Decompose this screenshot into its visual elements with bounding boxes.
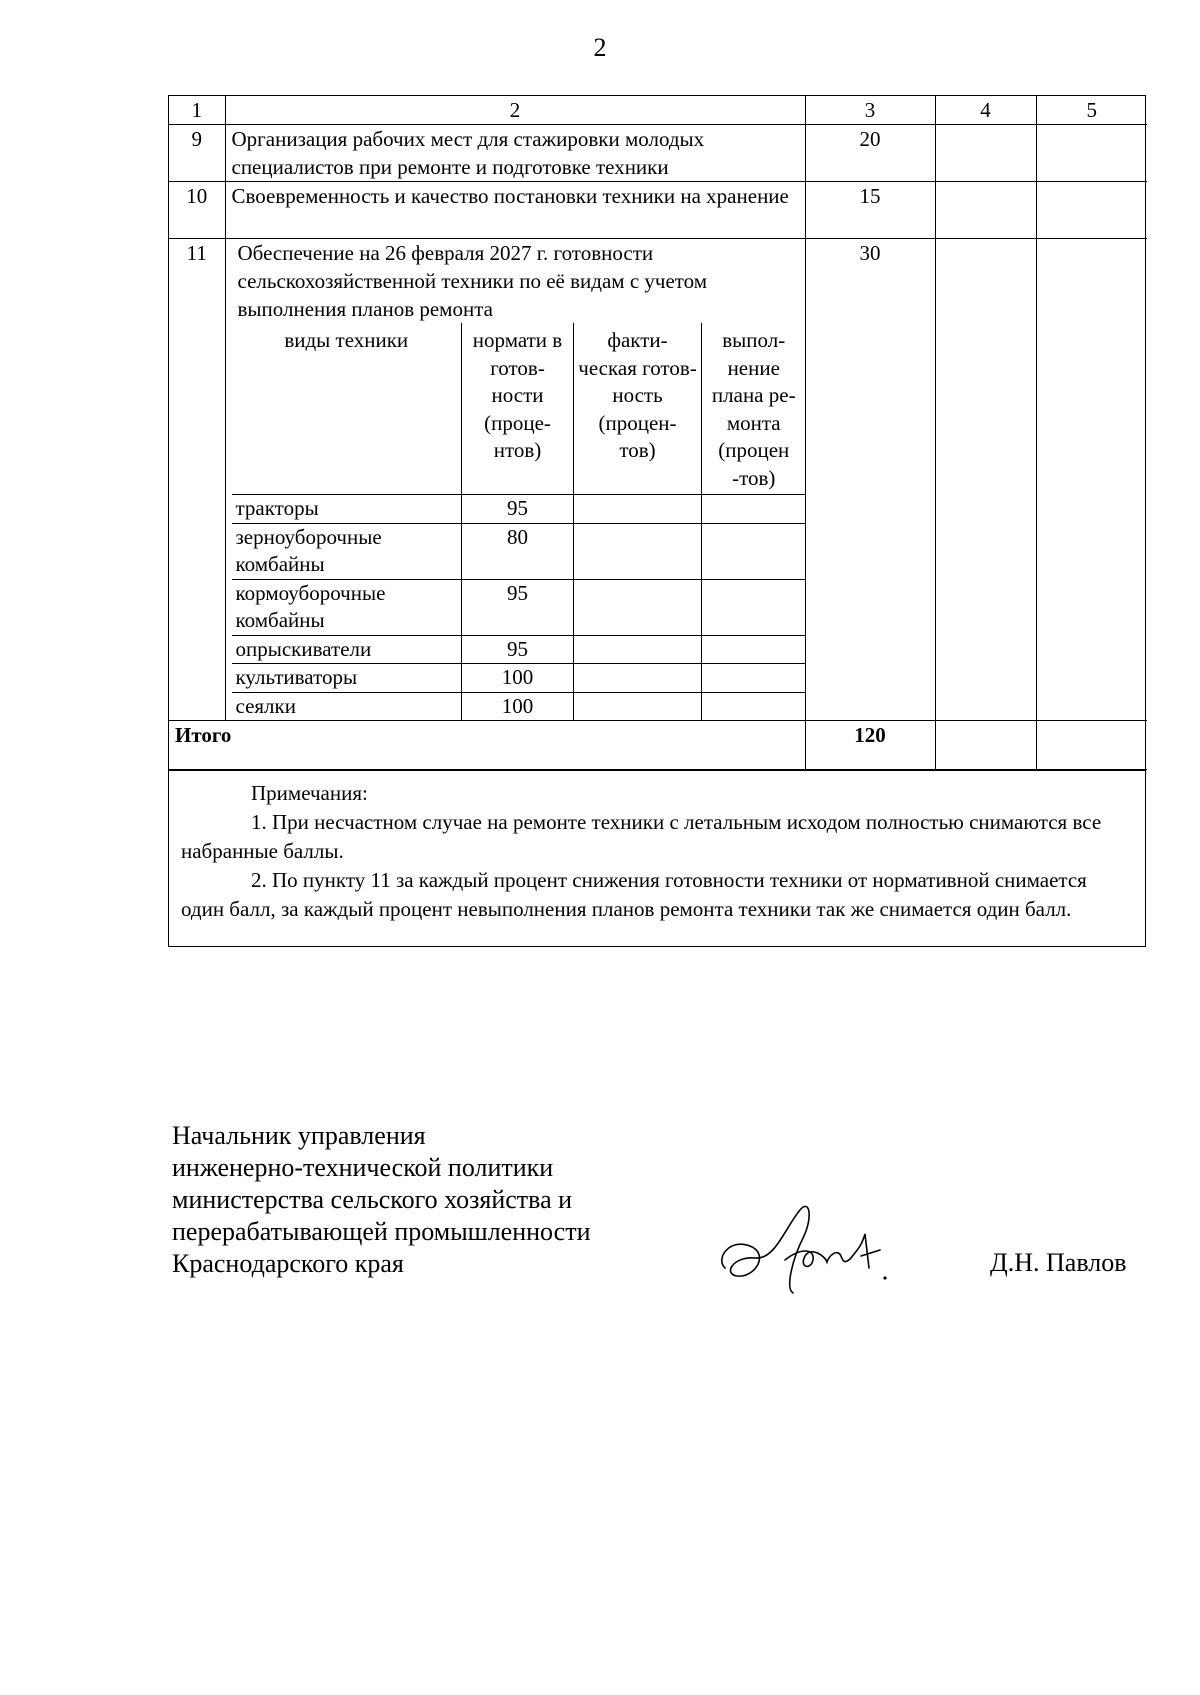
- readiness-kind: зерноуборочные комбайны: [232, 523, 462, 579]
- row-number: 10: [169, 182, 225, 239]
- readiness-kind: культиваторы: [232, 664, 462, 693]
- readiness-row: [232, 635, 806, 664]
- readiness-row: [232, 692, 806, 720]
- readiness-actual: [574, 692, 702, 720]
- header-col-3: 3: [805, 96, 935, 125]
- header-col-2: 2: [225, 96, 805, 125]
- row-col4: [935, 239, 1036, 721]
- readiness-header-plan: выпол- нение плана ре- монта (процен -тов): [702, 323, 806, 495]
- readiness-header-actual: факти- ческая готов- ность (процен- тов): [574, 323, 702, 495]
- row-col4: [935, 125, 1036, 182]
- readiness-plan: [702, 495, 806, 524]
- readiness-kind: кормоуборочные комбайны: [232, 579, 462, 635]
- total-value: 120: [805, 721, 935, 770]
- signatory-name: Д.Н. Павлов: [990, 1248, 1127, 1277]
- readiness-norm: 80: [462, 523, 574, 579]
- row-criterion: Своевременность и качество постановки техники на хранение: [225, 182, 805, 239]
- note-item: 1. При несчастном случае на ремонте техники с летальным исходом полностью снимаются все набранные баллы.: [181, 810, 1102, 863]
- readiness-kind: опрыскиватели: [232, 635, 462, 664]
- notes-title: Примечания:: [251, 781, 368, 805]
- readiness-actual: [574, 579, 702, 635]
- signatory-position-line: Начальник управления: [172, 1121, 426, 1150]
- row-number: 11: [169, 239, 225, 721]
- table-header-row: [169, 96, 1147, 125]
- signatory-position-line: министерства сельского хозяйства и: [172, 1185, 573, 1214]
- header-col-1: 1: [169, 96, 225, 125]
- readiness-norm: 95: [462, 579, 574, 635]
- readiness-header-row: [232, 323, 806, 495]
- header-col-5: 5: [1036, 96, 1147, 125]
- row-col5: [1036, 182, 1147, 239]
- header-col-4: 4: [935, 96, 1036, 125]
- handwritten-signature: [715, 1198, 895, 1303]
- row-criterion: Организация рабочих мест для стажировки молодых специалистов при ремонте и подготовке техники: [225, 125, 805, 182]
- row-criterion-with-readiness: [225, 239, 805, 721]
- row-criterion: Обеспечение на 26 февраля 2027 г. готовности сельскохозяйственной техники по её видам с учетом выполнения планов ремонта: [237, 241, 708, 321]
- row-col5: [1036, 239, 1147, 721]
- readiness-norm: 100: [462, 664, 574, 693]
- table-row: [169, 125, 1147, 182]
- table-row: [169, 182, 1147, 239]
- readiness-row: [232, 495, 806, 524]
- signatory-position: [172, 1120, 591, 1280]
- total-col5: [1036, 721, 1147, 770]
- signatory-position-line: перерабатывающей промышленности: [172, 1217, 591, 1246]
- total-label: Итого: [169, 721, 805, 770]
- readiness-actual: [574, 523, 702, 579]
- readiness-header-norm: нормати в готов- ности (проце- нтов): [462, 323, 574, 495]
- table-row: [169, 239, 1147, 721]
- readiness-plan: [702, 579, 806, 635]
- readiness-norm: 95: [462, 495, 574, 524]
- criteria-table-frame: [168, 95, 1146, 947]
- readiness-kind: сеялки: [232, 692, 462, 720]
- page-number: 2: [593, 33, 607, 62]
- row-col4: [935, 182, 1036, 239]
- readiness-row: [232, 579, 806, 635]
- total-col4: [935, 721, 1036, 770]
- readiness-plan: [702, 635, 806, 664]
- notes-section: [169, 770, 1145, 946]
- row-col5: [1036, 125, 1147, 182]
- readiness-actual: [574, 664, 702, 693]
- row-number: 9: [169, 125, 225, 182]
- signatory-position-line: Краснодарского края: [172, 1249, 404, 1278]
- criteria-table: [169, 96, 1147, 770]
- row-score: 20: [805, 125, 935, 182]
- total-row: [169, 721, 1147, 770]
- row-score: 30: [805, 239, 935, 721]
- readiness-row: [232, 664, 806, 693]
- readiness-kind: тракторы: [232, 495, 462, 524]
- readiness-actual: [574, 635, 702, 664]
- readiness-plan: [702, 664, 806, 693]
- note-item: 2. По пункту 11 за каждый процент снижения готовности техники от нормативной снимается один балл, за каждый процент невыполнения планов ремонта техники так же снимается один балл.: [181, 868, 1087, 921]
- readiness-norm: 100: [462, 692, 574, 720]
- readiness-header-kind: виды техники: [232, 323, 462, 495]
- readiness-plan: [702, 692, 806, 720]
- readiness-row: [232, 523, 806, 579]
- readiness-actual: [574, 495, 702, 524]
- signatory-position-line: инженерно-технической политики: [172, 1153, 554, 1182]
- row-score: 15: [805, 182, 935, 239]
- readiness-plan: [702, 523, 806, 579]
- readiness-table: [232, 323, 806, 720]
- readiness-norm: 95: [462, 635, 574, 664]
